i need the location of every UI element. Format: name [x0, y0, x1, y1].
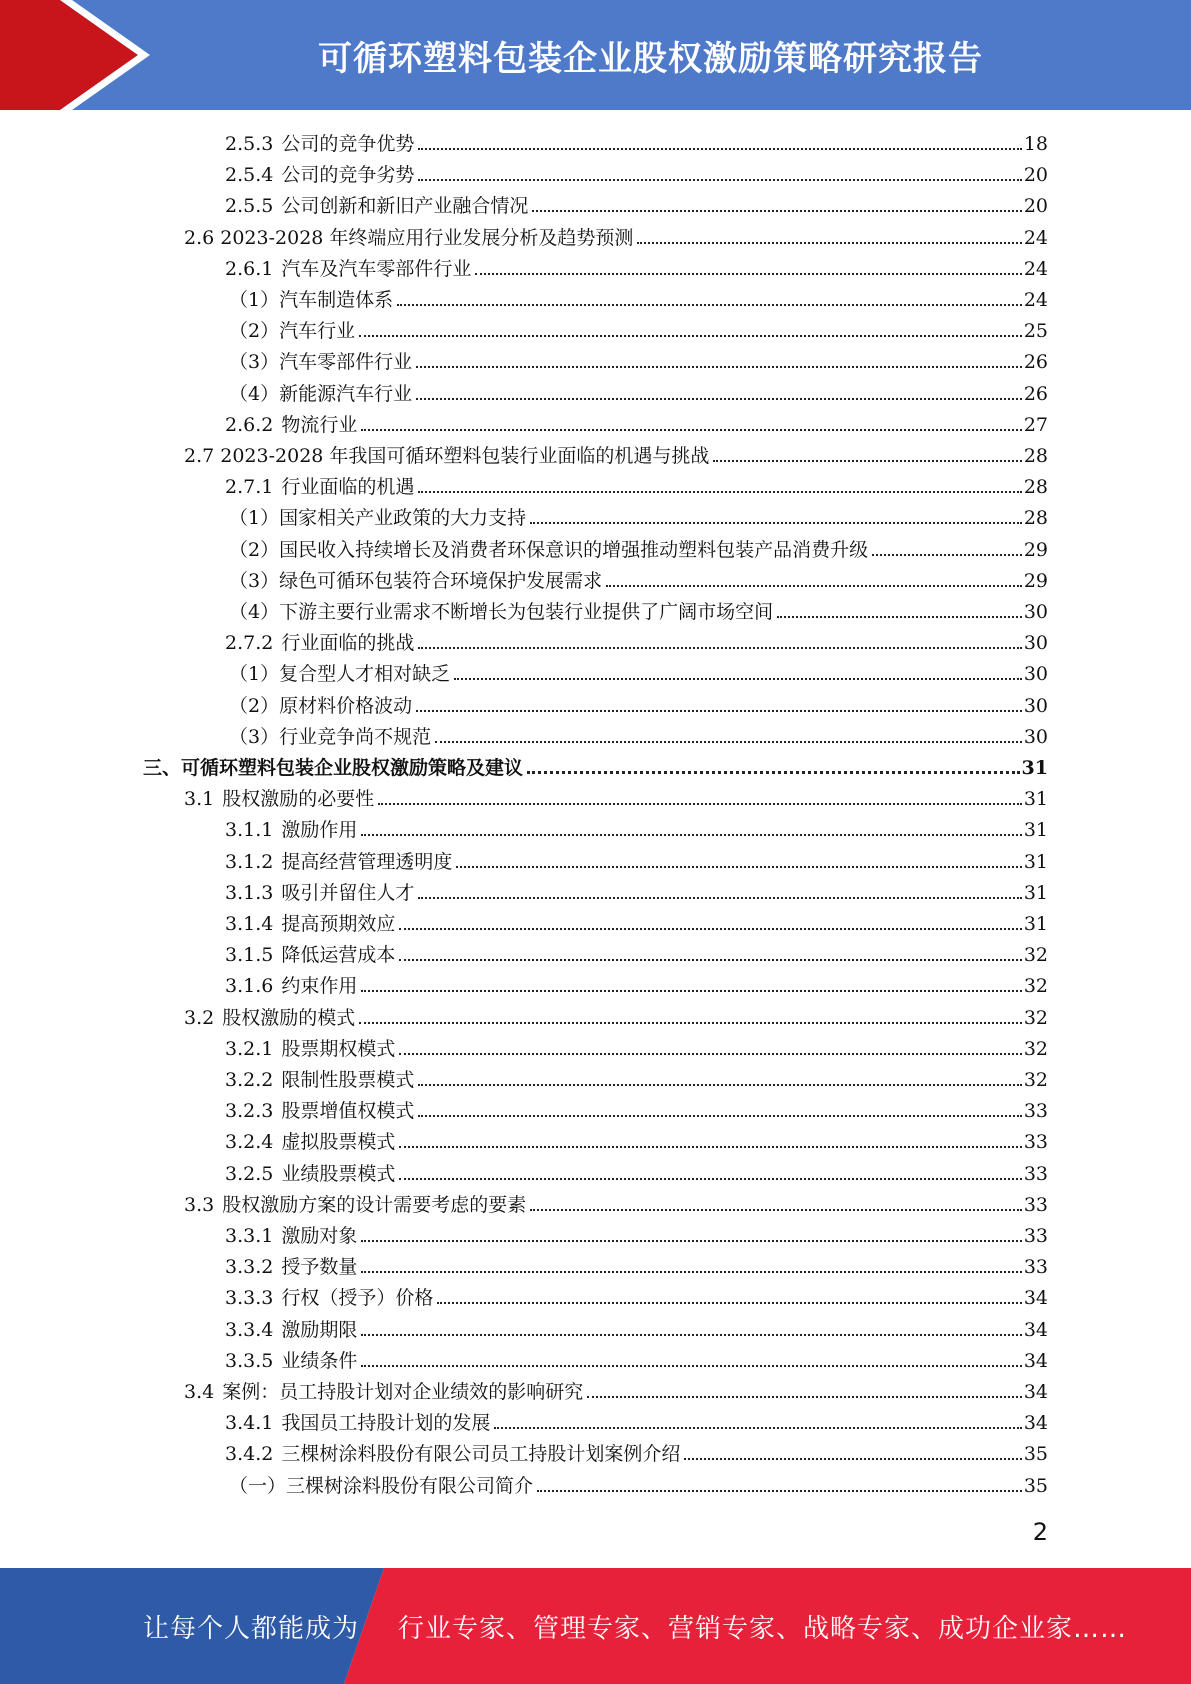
toc-dot-leader — [399, 1178, 1021, 1180]
toc-entry-page: 33 — [1023, 1100, 1048, 1123]
toc-entry-page: 35 — [1023, 1474, 1048, 1497]
toc-entry-title: 股票期权模式 — [281, 1037, 396, 1060]
toc-entry-number: 3.2.4 — [225, 1131, 274, 1154]
toc-entry[interactable] — [225, 812, 1048, 843]
toc-entry-title: 业绩股票模式 — [281, 1162, 396, 1185]
toc-dot-leader — [777, 616, 1022, 618]
toc-entry-page: 33 — [1023, 1193, 1048, 1216]
toc-entry[interactable] — [225, 875, 1048, 906]
toc-entry-title: 提高预期效应 — [281, 913, 396, 935]
toc-entry[interactable] — [229, 563, 1048, 594]
toc-entry[interactable] — [225, 968, 1048, 999]
toc-entry-title: （3）绿色可循环包装符合环境保护发展需求 — [229, 569, 603, 592]
toc-entry[interactable] — [225, 1031, 1048, 1062]
toc-entry[interactable] — [225, 157, 1048, 188]
footer-slogan-right: 行业专家、管理专家、营销专家、战略专家、成功企业家…… — [398, 1613, 1128, 1644]
toc-dot-leader — [530, 522, 1022, 524]
toc-entry-title: 吸引并留住人才 — [281, 881, 415, 904]
toc-entry-title: （2）原材料价格波动 — [229, 694, 413, 717]
toc-entry[interactable] — [184, 438, 1048, 469]
toc-entry-page: 34 — [1023, 1349, 1048, 1372]
toc-entry-page: 31 — [1023, 788, 1048, 811]
toc-entry-title: （2）汽车行业 — [229, 320, 356, 343]
toc-entry-title: 行业面临的机遇 — [281, 476, 415, 499]
toc-entry-number: 2.5.4 — [225, 164, 274, 187]
toc-entry-title: 我国员工持股计划的发展 — [281, 1412, 491, 1435]
toc-entry[interactable] — [229, 500, 1048, 531]
toc-entry[interactable] — [225, 1436, 1048, 1467]
toc-dot-leader — [456, 866, 1021, 868]
toc-entry[interactable] — [229, 688, 1048, 719]
toc-dot-leader — [418, 148, 1021, 150]
toc-entry-number: 2.7.1 — [225, 476, 274, 499]
toc-entry-page: 25 — [1023, 320, 1048, 343]
toc-entry-page: 32 — [1023, 1006, 1048, 1029]
toc-dot-leader — [684, 1458, 1021, 1460]
toc-entry-title: 限制性股票模式 — [281, 1069, 415, 1091]
toc-entry-title: 激励对象 — [281, 1225, 358, 1247]
toc-entry[interactable] — [225, 1405, 1048, 1436]
toc-entry[interactable] — [229, 656, 1048, 687]
toc-entry[interactable] — [225, 1156, 1048, 1187]
page-header — [0, 0, 1191, 110]
toc-entry-title: 2.6 2023-2028 年终端应用行业发展分析及趋势预测 — [184, 226, 634, 249]
toc-dot-leader — [537, 1490, 1022, 1492]
toc-entry[interactable] — [229, 532, 1048, 563]
toc-entry[interactable] — [225, 1218, 1048, 1249]
toc-entry-number: 3.4.2 — [225, 1443, 274, 1466]
toc-entry[interactable] — [225, 126, 1048, 157]
toc-entry-title: 汽车及汽车零部件行业 — [281, 257, 472, 280]
toc-dot-leader — [872, 554, 1022, 556]
toc-entry-title: （4）下游主要行业需求不断增长为包装行业提供了广阔市场空间 — [229, 601, 774, 623]
toc-entry-page: 31 — [1023, 850, 1048, 873]
toc-entry-page: 33 — [1023, 1256, 1048, 1279]
toc-entry[interactable] — [225, 844, 1048, 875]
toc-entry-number: 2.7.2 — [225, 632, 274, 655]
toc-entry-title: 提高经营管理透明度 — [281, 850, 453, 873]
toc-dot-leader — [416, 710, 1022, 712]
toc-dot-leader — [399, 959, 1021, 961]
toc-entry[interactable] — [225, 1124, 1048, 1155]
toc-entry[interactable] — [225, 1062, 1048, 1093]
toc-entry-title: 股权激励的必要性 — [222, 788, 375, 811]
page-footer — [0, 1568, 1191, 1684]
toc-entry-number: 3.4 — [184, 1381, 215, 1403]
toc-entry-page: 34 — [1023, 1381, 1048, 1403]
toc-entry-number: 3.3.1 — [225, 1225, 274, 1247]
toc-dot-leader — [361, 1271, 1021, 1273]
toc-entry-title: （2）国民收入持续增长及消费者环保意识的增强推动塑料包装产品消费升级 — [229, 538, 869, 561]
toc-entry[interactable] — [143, 750, 1048, 781]
toc-entry-number: 3.2.3 — [225, 1100, 274, 1123]
toc-entry-page: 20 — [1023, 195, 1048, 218]
toc-dot-leader — [418, 491, 1021, 493]
toc-entry-page: 24 — [1023, 289, 1048, 311]
toc-entry[interactable] — [225, 469, 1048, 500]
toc-dot-leader — [418, 1115, 1021, 1117]
toc-dot-leader — [418, 1084, 1021, 1086]
toc-entry-number: 2.6.2 — [225, 413, 274, 436]
toc-dot-leader — [361, 990, 1021, 992]
toc-entry[interactable] — [184, 1187, 1048, 1218]
toc-entry-title: 股权激励的模式 — [222, 1006, 356, 1029]
toc-dot-leader — [361, 1365, 1021, 1367]
toc-entry-page: 33 — [1023, 1131, 1048, 1154]
toc-dot-leader — [530, 1209, 1022, 1211]
toc-entry-title: 公司的竞争优势 — [281, 133, 415, 155]
toc-entry-title: （一）三棵树涂料股份有限公司简介 — [229, 1474, 534, 1497]
toc-entry-page: 28 — [1023, 476, 1048, 499]
toc-dot-leader — [416, 366, 1022, 368]
toc-entry-title: 行权（授予）价格 — [281, 1287, 434, 1310]
toc-entry-page: 31 — [1023, 819, 1048, 842]
toc-entry-page: 29 — [1023, 538, 1048, 561]
toc-entry-title: 2.7 2023-2028 年我国可循环塑料包装行业面临的机遇与挑战 — [184, 445, 710, 467]
toc-entry[interactable] — [229, 376, 1048, 407]
toc-entry-page: 29 — [1023, 569, 1048, 592]
toc-entry-title: 物流行业 — [281, 413, 358, 436]
toc-dot-leader — [435, 741, 1022, 743]
toc-entry-page: 33 — [1023, 1225, 1048, 1247]
toc-entry[interactable] — [184, 220, 1048, 251]
toc-dot-leader — [361, 429, 1021, 431]
toc-entry[interactable] — [229, 344, 1048, 375]
toc-entry-title: 虚拟股票模式 — [281, 1131, 396, 1154]
toc-entry-title: （1）汽车制造体系 — [229, 289, 394, 311]
page-number: 2 — [1032, 1518, 1048, 1546]
toc-entry[interactable] — [225, 251, 1048, 282]
toc-entry-title: 股票增值权模式 — [281, 1100, 415, 1123]
toc-dot-leader — [361, 834, 1021, 836]
toc-entry[interactable] — [225, 1343, 1048, 1374]
toc-entry-number: 3.1.1 — [225, 819, 274, 842]
toc-entry-page: 34 — [1023, 1287, 1048, 1310]
toc-entry[interactable] — [225, 937, 1048, 968]
toc-entry-page: 31 — [1023, 913, 1048, 935]
toc-entry-number: 3.2 — [184, 1006, 215, 1029]
toc-dot-leader — [399, 1146, 1021, 1148]
toc-entry[interactable] — [225, 1280, 1048, 1311]
toc-entry-page: 31 — [1023, 881, 1048, 904]
toc-entry-title: （1）复合型人才相对缺乏 — [229, 663, 451, 686]
toc-entry-page: 32 — [1023, 944, 1048, 967]
toc-dot-leader — [637, 242, 1021, 244]
toc-entry-page: 31 — [1021, 757, 1048, 779]
toc-entry-title: 公司的竞争劣势 — [281, 164, 415, 187]
toc-entry-page: 18 — [1023, 133, 1048, 155]
toc-entry[interactable] — [225, 407, 1048, 438]
toc-entry-number: 3.3 — [184, 1193, 215, 1216]
toc-entry[interactable] — [225, 1312, 1048, 1343]
toc-dot-leader — [532, 210, 1021, 212]
toc-dot-leader — [418, 179, 1021, 181]
toc-entry-page: 33 — [1023, 1162, 1048, 1185]
toc-entry[interactable] — [229, 1468, 1048, 1499]
toc-entry-title: 约束作用 — [281, 975, 358, 998]
toc-entry-title: （3）行业竞争尚不规范 — [229, 725, 432, 748]
toc-entry-number: 3.3.2 — [225, 1256, 274, 1279]
toc-entry-title: 行业面临的挑战 — [281, 632, 415, 655]
toc-entry-page: 34 — [1023, 1318, 1048, 1341]
toc-entry-page: 32 — [1023, 975, 1048, 998]
toc-dot-leader — [378, 803, 1022, 805]
toc-entry-page: 26 — [1023, 351, 1048, 374]
toc-entry-page: 34 — [1023, 1412, 1048, 1435]
toc-dot-leader — [713, 460, 1021, 462]
toc-dot-leader — [399, 928, 1021, 930]
toc-dot-leader — [437, 1302, 1021, 1304]
toc-entry-title: （4）新能源汽车行业 — [229, 382, 413, 405]
toc-entry-number: 2.6.1 — [225, 257, 274, 280]
toc-dot-leader — [399, 1053, 1021, 1055]
toc-entry-page: 26 — [1023, 382, 1048, 405]
toc-entry-number: 3.1.3 — [225, 881, 274, 904]
toc-entry-number: 3.1.4 — [225, 913, 274, 935]
toc-dot-leader — [418, 897, 1021, 899]
toc-dot-leader — [454, 678, 1022, 680]
toc-entry-page: 24 — [1023, 257, 1048, 280]
toc-entry-page: 30 — [1023, 663, 1048, 686]
toc-dot-leader — [397, 304, 1022, 306]
toc-entry-title: （1）国家相关产业政策的大力支持 — [229, 507, 527, 530]
toc-dot-leader — [359, 335, 1022, 337]
toc-entry[interactable] — [229, 719, 1048, 750]
toc-dot-leader — [361, 1334, 1021, 1336]
toc-entry-number: 3.1.6 — [225, 975, 274, 998]
toc-entry-number: 3.1.5 — [225, 944, 274, 967]
toc-entry-title: 业绩条件 — [281, 1349, 358, 1372]
toc-entry-number: 3.1 — [184, 788, 215, 811]
toc-entry-page: 30 — [1023, 725, 1048, 748]
toc-entry-title: 公司创新和新旧产业融合情况 — [281, 195, 529, 218]
toc-entry-number: 3.1.2 — [225, 850, 274, 873]
toc-entry[interactable] — [229, 594, 1048, 625]
toc-entry-page: 30 — [1023, 601, 1048, 623]
toc-entry-page: 35 — [1023, 1443, 1048, 1466]
toc-entry-title: 案例：员工持股计划对企业绩效的影响研究 — [222, 1381, 584, 1403]
toc-entry-number: 3.4.1 — [225, 1412, 274, 1435]
toc-entry-page: 27 — [1023, 413, 1048, 436]
toc-dot-leader — [606, 585, 1022, 587]
toc-entry[interactable] — [225, 1249, 1048, 1280]
red-chevron-arrow-icon — [0, 0, 160, 110]
toc-entry-title: 激励期限 — [281, 1318, 358, 1341]
toc-entry[interactable] — [184, 781, 1048, 812]
toc-entry-number: 3.2.2 — [225, 1069, 274, 1091]
toc-entry-title: 三、可循环塑料包装企业股权激励策略及建议 — [143, 757, 524, 779]
toc-entry[interactable] — [225, 625, 1048, 656]
toc-entry[interactable] — [229, 282, 1048, 313]
toc-entry-number: 2.5.3 — [225, 133, 274, 155]
toc-entry-number: 3.3.3 — [225, 1287, 274, 1310]
toc-dot-leader — [359, 1022, 1022, 1024]
toc-entry[interactable] — [225, 188, 1048, 219]
toc-entry-title: 激励作用 — [281, 819, 358, 842]
toc-entry-title: 股权激励方案的设计需要考虑的要素 — [222, 1193, 527, 1216]
toc-dot-leader — [527, 771, 1020, 774]
toc-entry-number: 3.2.1 — [225, 1037, 274, 1060]
toc-entry-number: 3.2.5 — [225, 1162, 274, 1185]
toc-entry-page: 32 — [1023, 1069, 1048, 1091]
toc-entry-title: 授予数量 — [281, 1256, 358, 1279]
toc-entry-title: 降低运营成本 — [281, 944, 396, 967]
toc-entry[interactable] — [225, 1093, 1048, 1124]
toc-dot-leader — [361, 1240, 1021, 1242]
toc-entry[interactable] — [184, 1000, 1048, 1031]
toc-entry-page: 30 — [1023, 694, 1048, 717]
toc-dot-leader — [587, 1396, 1022, 1398]
toc-dot-leader — [494, 1427, 1021, 1429]
toc-entry-page: 28 — [1023, 445, 1048, 467]
toc-entry[interactable] — [229, 313, 1048, 344]
toc-entry[interactable] — [225, 906, 1048, 937]
toc-dot-leader — [416, 398, 1022, 400]
toc-dot-leader — [475, 273, 1021, 275]
toc-dot-leader — [418, 647, 1021, 649]
toc-entry-title: （3）汽车零部件行业 — [229, 351, 413, 374]
toc-entry-number: 3.3.5 — [225, 1349, 274, 1372]
toc-entry-number: 3.3.4 — [225, 1318, 274, 1341]
toc-entry-page: 30 — [1023, 632, 1048, 655]
toc-entry[interactable] — [184, 1374, 1048, 1405]
toc-entry-page: 20 — [1023, 164, 1048, 187]
footer-slogan-left: 让每个人都能成为 — [143, 1613, 360, 1644]
toc-entry-page: 32 — [1023, 1037, 1048, 1060]
report-title: 可循环塑料包装企业股权激励策略研究报告 — [318, 38, 983, 79]
toc-entry-title: 三棵树涂料股份有限公司员工持股计划案例介绍 — [281, 1443, 681, 1466]
toc-entry-page: 24 — [1023, 226, 1048, 249]
toc-entry-page: 28 — [1023, 507, 1048, 530]
toc-entry-number: 2.5.5 — [225, 195, 274, 218]
